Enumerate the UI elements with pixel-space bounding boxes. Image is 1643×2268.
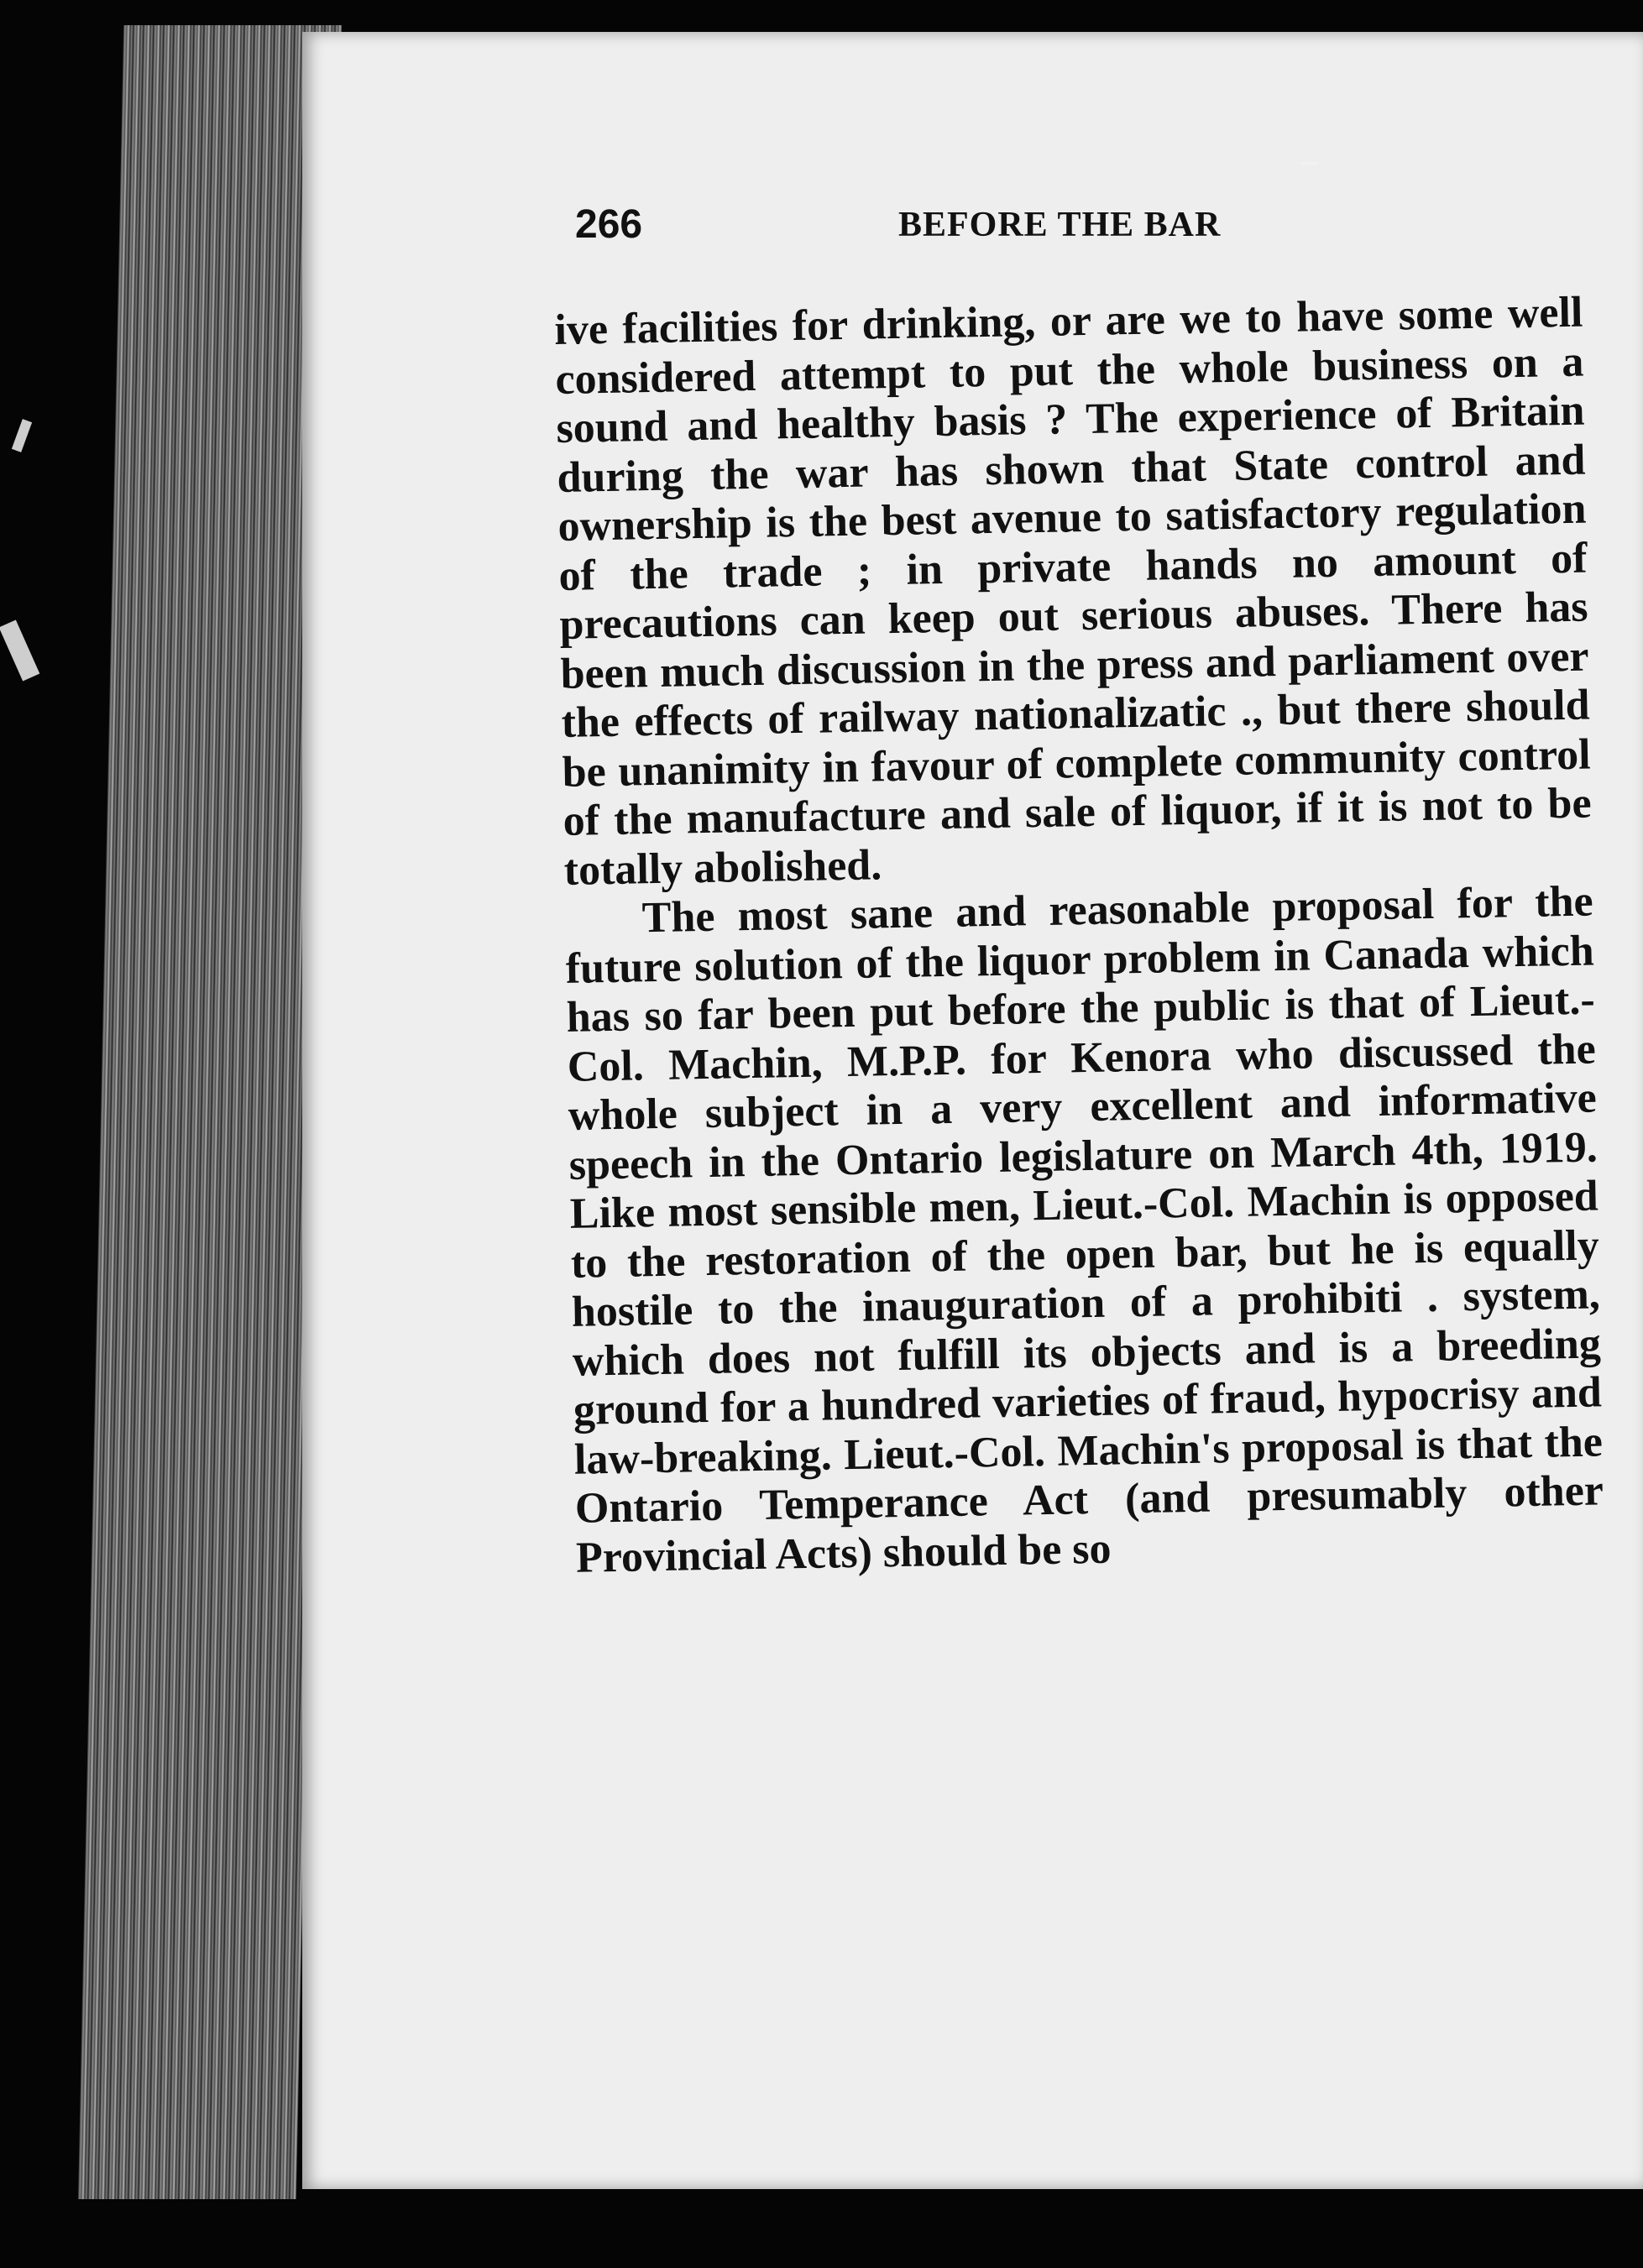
- scan-speck: [0, 620, 39, 682]
- scan-speck: [12, 419, 32, 452]
- page-number: 266: [575, 202, 643, 247]
- running-header: [575, 201, 1289, 260]
- paragraph: ive facilities for drinking, or are we to have some well considered attempt to put the whole business on a sound and healthy basis ? The experience of Britain during the war has shown that State control and ownership is the best avenue to satisfactory regulation of the trade ; in private hands no amount of precautions can keep out serious abuses. There has been much discussion in the press and parliament over the effects of railway nationalizatic ., but there should be unanimity in favour of complete community control of the manufacture and sale of liquor, if it is not to be totally abolished.: [554, 288, 1593, 895]
- body-text: [554, 289, 1604, 1583]
- running-title: BEFORE THE BAR: [898, 206, 1222, 244]
- paragraph: The most sane and reasonable proposal for the future solution of the liquor problem in Canada which has so far been put before the public is that of Lieut.-Col. Machin, M.P.P. for Kenora who discussed the whole subject in a very excellent and informative speech in the Ontario legislature on March 4th, 1919. Like most sensible men, Lieut.-Col. Machin is opposed to the restoration of the open bar, but he is equally hostile to the inauguration of a prohibiti . system, which does not fulfill its objects and is a breeding ground for a hundred varieties of fraud, hypocrisy and law-breaking. Lieut.-Col. Machin's proposal is that the Ontario Temperance Act (and presumably other Provincial Acts) should be so: [565, 877, 1604, 1582]
- scan-speck: [1301, 162, 1318, 165]
